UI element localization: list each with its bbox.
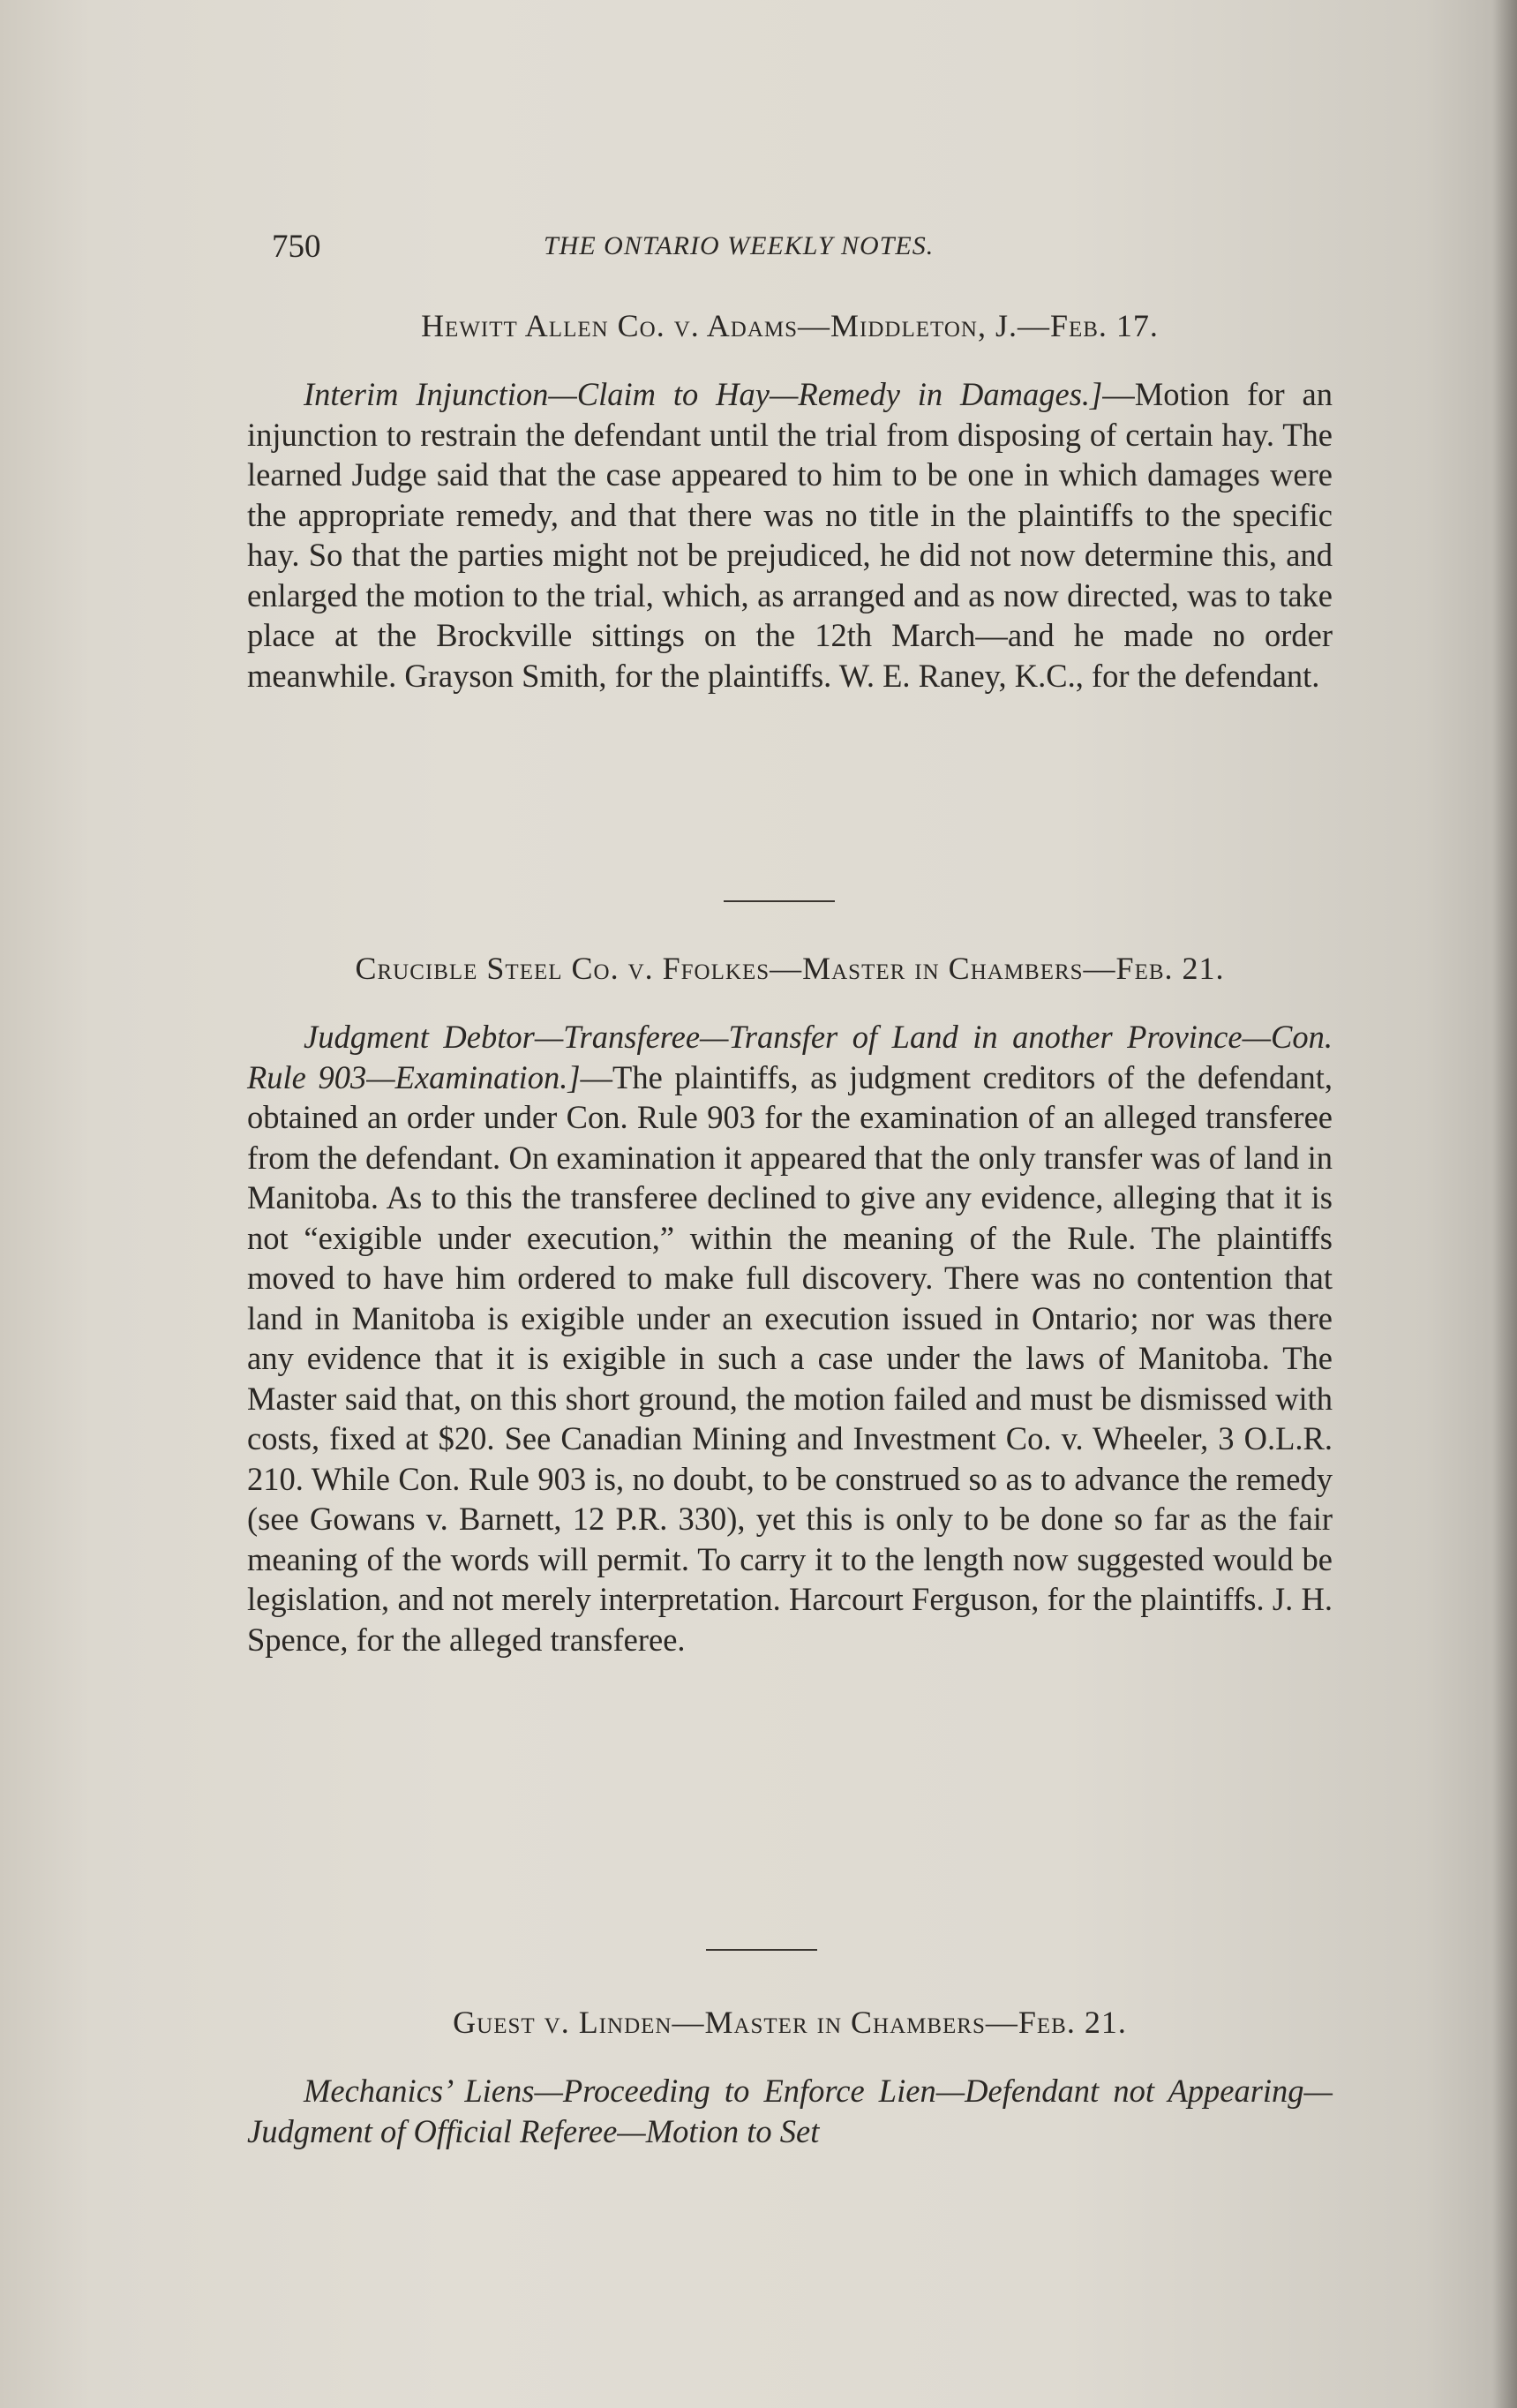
case-crucible-steel <box>247 950 1333 1659</box>
case-text <box>247 1017 1333 1659</box>
case-headnote: Judgment Debtor—Transferee—Transfer of Land in another Province—Con. Rule 903—Examination.] <box>247 1019 1333 1095</box>
case-title: Crucible Steel Co. v. Ffolkes—Master in Chambers—Feb. 21. <box>355 951 1225 986</box>
case-title: Hewitt Allen Co. v. Adams—Middleton, J.—Feb. 17. <box>421 308 1159 343</box>
page-number: 750 <box>272 229 321 265</box>
case-headnote: Interim Injunction—Claim to Hay—Remedy in Damages.] <box>304 376 1103 412</box>
case-title: Guest v. Linden—Master in Chambers—Feb. 21. <box>453 2005 1127 2040</box>
case-text <box>247 374 1333 696</box>
running-head <box>272 228 1066 272</box>
section-divider <box>706 1949 817 1951</box>
page-spine-shadow <box>1492 0 1517 2408</box>
journal-title: THE ONTARIO WEEKLY NOTES. <box>544 231 935 260</box>
section-divider <box>724 900 835 902</box>
case-body-text: —The plaintiffs, as judgment creditors of the defendant, obtained an order under Con. Rule 903 for the examination of an alleged transferee from the defendant. On examination it appeared that the only transfer was of land in Manitoba. As to this the transferee declined to give any evidence, alleging that it is not “exigible under execution,” within the meaning of the Rule. The plaintiffs moved to have him ordered to make full discovery. There was no contention that land in Manitoba is exigible under an execution issued in Ontario; nor was there any evidence that it is exigible in such a case under the laws of Manitoba. The Master said that, on this short ground, the motion failed and must be dismissed with costs, fixed at $20. See Canadian Mining and Investment Co. v. Wheeler, 3 O.L.R. 210. While Con. Rule 903 is, no doubt, to be construed so as to advance the remedy (see Gowans v. Barnett, 12 P.R. 330), yet this is only to be done so far as the fair meaning of the words will permit. To carry it to the length now suggested would be legislation, and not merely interpretation. Harcourt Ferguson, for the plaintiffs. J. H. Spence, for the alleged transferee. <box>247 1058 1333 1658</box>
case-body-text: —Motion for an injunction to restrain the defendant until the trial from disposing of certain hay. The learned Judge said that the case appeared to him to be one in which damages were the appropriate remedy, and that there was no title in the plaintiffs to the specific hay. So that the parties might not be prejudiced, he did not now determine this, and enlarged the motion to the trial, which, as arranged and as now directed, was to take place at the Brockville sittings on the 12th March—and he made no order meanwhile. Grayson Smith, for the plaintiffs. W. E. Raney, K.C., for the defendant. <box>247 376 1333 694</box>
case-guest-linden <box>247 2004 1333 2151</box>
case-text <box>247 2071 1333 2151</box>
case-hewitt-allen <box>247 307 1333 696</box>
case-headnote: Mechanics’ Liens—Proceeding to Enforce Lien—Defendant not Appearing—Judgment of Official Referee—Motion to Set <box>247 2073 1333 2149</box>
